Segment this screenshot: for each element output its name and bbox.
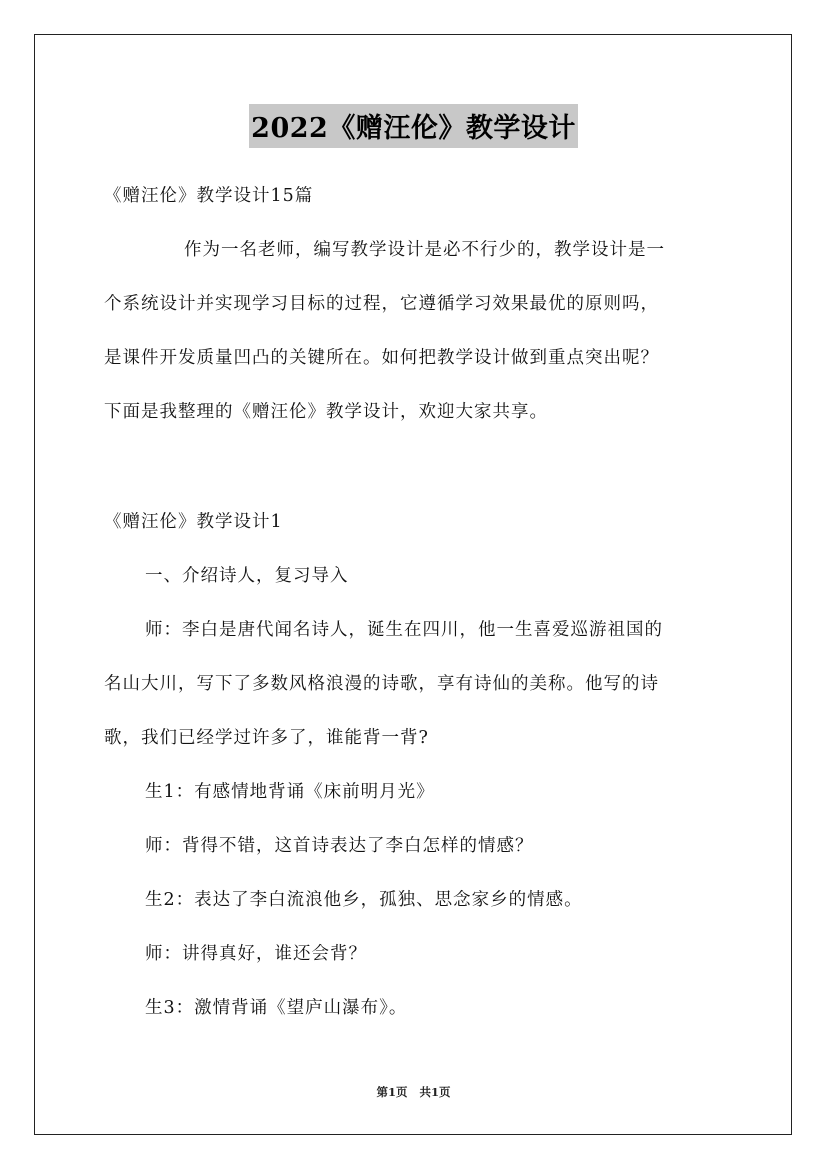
page-footer [0, 1084, 827, 1100]
body-line: 师：背得不错，这首诗表达了李白怎样的情感？ [145, 836, 534, 856]
intro-line: 作为一名老师，编写教学设计是必不行少的，教学设计是一 [184, 240, 665, 260]
intro-line: 下面是我整理的《赠汪伦》教学设计，欢迎大家共享。 [104, 402, 548, 422]
body-line: 生2：表达了李白流浪他乡，孤独、思念家乡的情感。 [145, 890, 583, 910]
title-container [0, 104, 827, 148]
body-line: 歌，我们已经学过许多了，谁能背一背? [104, 728, 429, 748]
section-title: 《赠汪伦》教学设计1 [104, 512, 283, 532]
page-number: 第1页 [376, 1085, 408, 1099]
body-line: 生1：有感情地背诵《床前明月光》 [145, 782, 435, 802]
body-line: 师：李白是唐代闻名诗人，诞生在四川，他一生喜爱巡游祖国的 [145, 620, 663, 640]
intro-line: 个系统设计并实现学习目标的过程，它遵循学习效果最优的原则吗， [104, 294, 659, 314]
document-title: 2022《赠汪伦》教学设计 [249, 104, 578, 148]
body-line: 一、介绍诗人，复习导入 [145, 566, 349, 586]
body-line: 名山大川，写下了多数风格浪漫的诗歌，享有诗仙的美称。他写的诗 [104, 674, 659, 694]
body-line: 师：讲得真好，谁还会背？ [145, 944, 367, 964]
body-line: 生3：激情背诵《望庐山瀑布》。 [145, 998, 408, 1018]
intro-line: 是课件开发质量凹凸的关键所在。如何把教学设计做到重点突出呢？ [104, 348, 659, 368]
document-subtitle: 《赠汪伦》教学设计15篇 [104, 186, 314, 206]
page-total: 共1页 [419, 1085, 451, 1099]
